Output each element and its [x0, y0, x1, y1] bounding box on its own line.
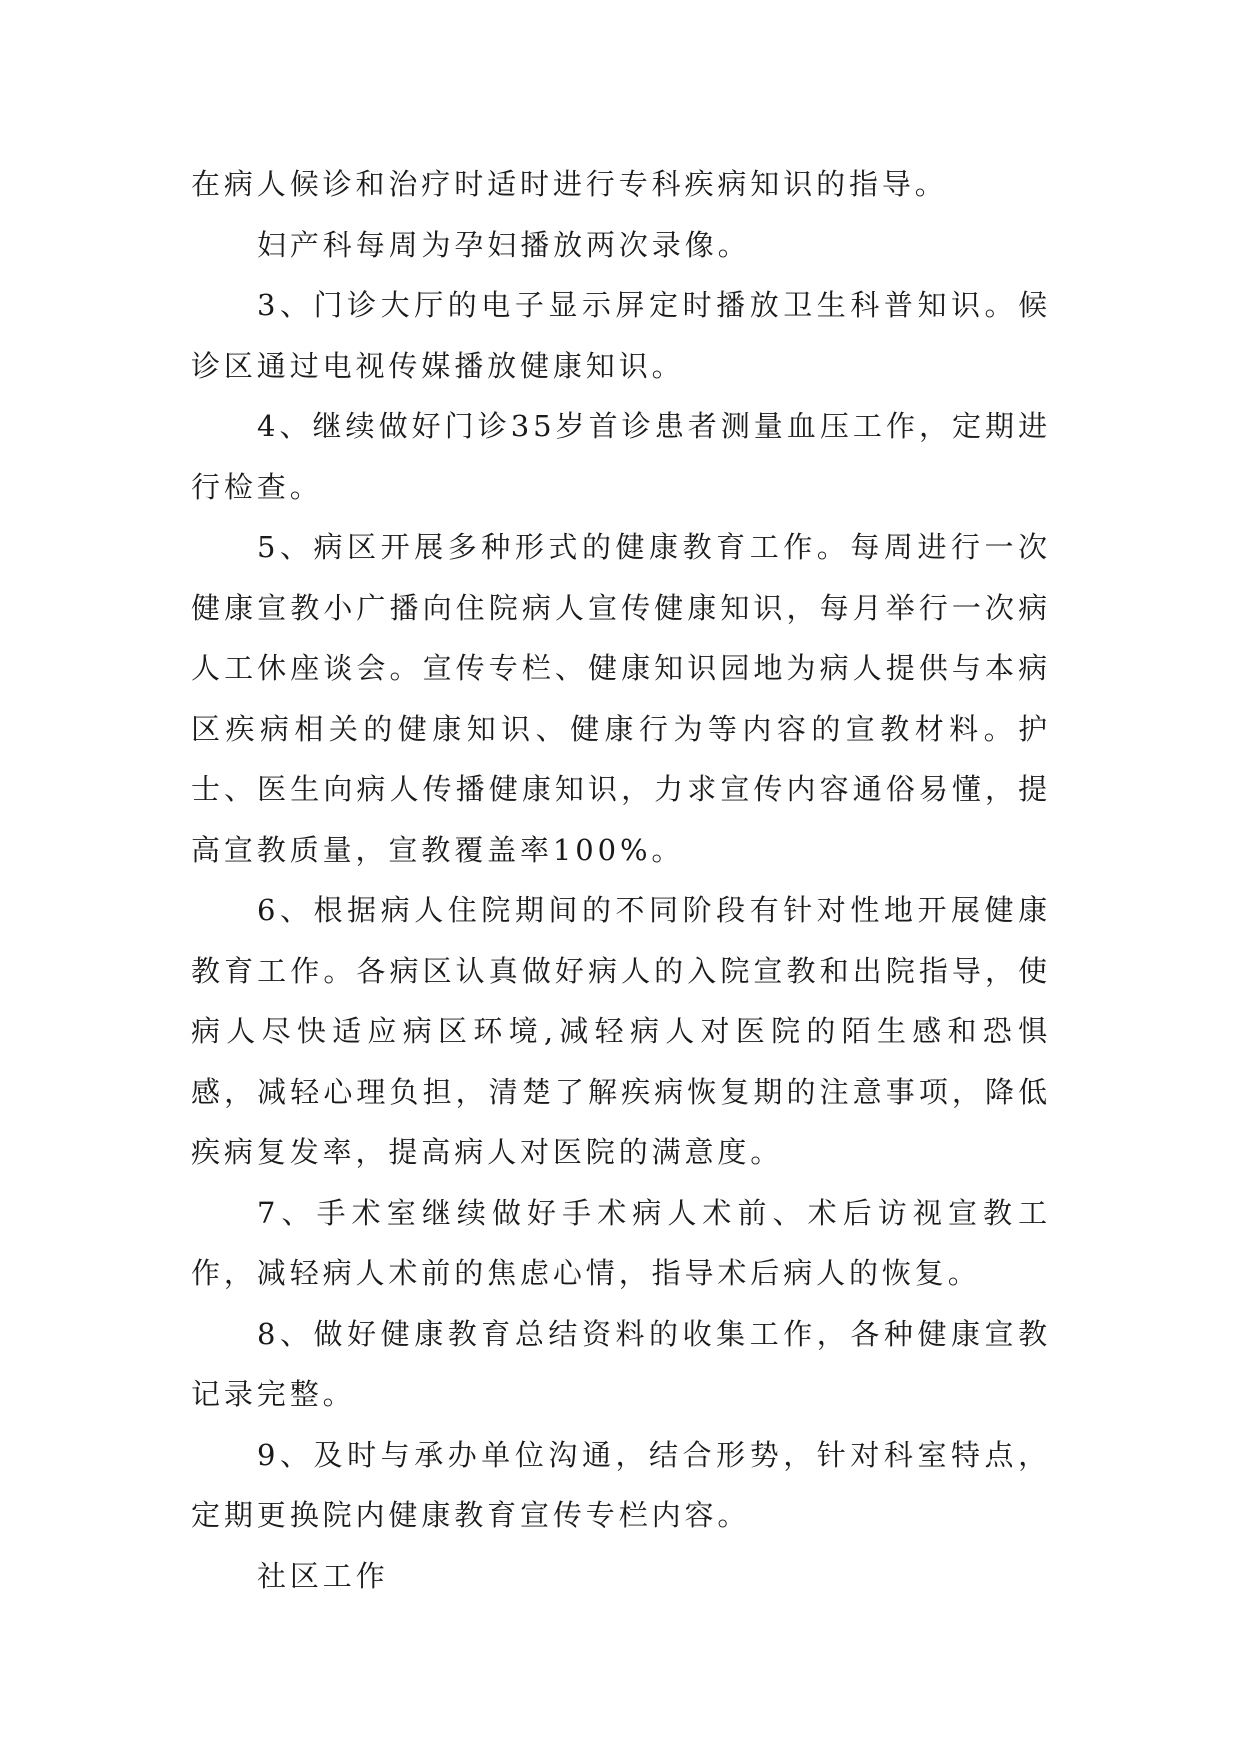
document-body [191, 154, 1051, 1606]
paragraph-obstetrics: 妇产科每周为孕妇播放两次录像。 [257, 227, 751, 262]
paragraph-item-7: 7、手术室继续做好手术病人术前、术后访视宣教工作，减轻病人术前的焦虑心情，指导术后病人的恢复。 [191, 1195, 1051, 1290]
paragraph-item-4: 4、继续做好门诊35岁首诊患者测量血压工作，定期进行检查。 [191, 409, 1051, 504]
paragraph-item-3: 3、门诊大厅的电子显示屏定时播放卫生科普知识。候诊区通过电视传媒播放健康知识。 [191, 288, 1051, 383]
paragraph-item-9: 9、及时与承办单位沟通，结合形势，针对科室特点，定期更换院内健康教育宣传专栏内容。 [191, 1437, 1051, 1532]
paragraph-guidance: 在病人候诊和治疗时适时进行专科疾病知识的指导。 [191, 167, 948, 201]
paragraph-item-8: 8、做好健康教育总结资料的收集工作，各种健康宣教记录完整。 [191, 1316, 1051, 1411]
paragraph-item-5: 5、病区开展多种形式的健康教育工作。每周进行一次健康宣教小广播向住院病人宣传健康知识，每月举行一次病人工休座谈会。宣传专栏、健康知识园地为病人提供与本病区疾病相关的健康知识、健康行为等内容的宣教材料。护士、医生向病人传播健康知识，力求宣传内容通俗易懂，提高宣教质量，宣教覆盖率100%。 [191, 530, 1051, 867]
paragraph-item-6: 6、根据病人住院期间的不同阶段有针对性地开展健康教育工作。各病区认真做好病人的入院宣教和出院指导，使病人尽快适应病区环境,减轻病人对医院的陌生感和恐惧感，减轻心理负担，清楚了解疾病恢复期的注意事项，降低疾病复发率，提高病人对医院的满意度。 [191, 893, 1051, 1169]
section-heading-community: 社区工作 [257, 1558, 389, 1593]
